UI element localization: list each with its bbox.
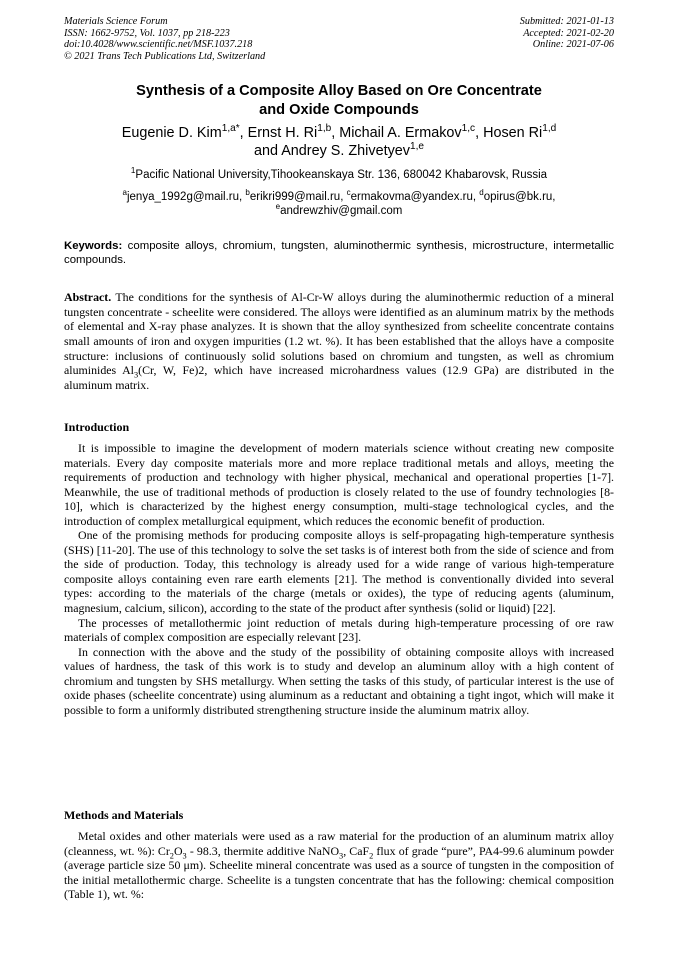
journal-copyright: © 2021 Trans Tech Publications Ltd, Switzerland bbox=[64, 50, 266, 62]
author-separator: , bbox=[239, 125, 248, 141]
email-marker: d bbox=[479, 188, 484, 198]
email-line-2 bbox=[64, 204, 614, 218]
paragraph: In connection with the above and the study of the possibility of obtaining composite alloys with increased values of hardness, the task of this work is to study and develop an aluminum alloy with a high content of chromium and tungsten by SHS metallurgy. When setting the tasks of this study, of particular interest is the use of oxide phases (scheelite concentrate) using aluminum as a reductant and obtaining a tight ingot, which will make it possible to form a uniformly distributed strengthening structure inside the aluminum matrix alloy. bbox=[64, 644, 614, 717]
methods-text: flux of grade “pure”, PA4-99.6 aluminum powder (average particle size 50 μm). Scheelite mineral concentrate was used as a source of tungsten in the composition of the initial metallothermic charge. Scheelite is a tungsten concentrate that has the following: chemical composition (Table 1), wt. %: bbox=[64, 843, 614, 902]
email-marker: e bbox=[275, 202, 281, 212]
methods-text: - 98.3, thermite additive NaNO bbox=[186, 843, 340, 858]
methods-body bbox=[64, 829, 614, 902]
author-separator: , bbox=[331, 125, 340, 141]
introduction-body bbox=[64, 441, 614, 717]
author-separator: , bbox=[475, 125, 484, 141]
author-affiliation-marker: 1,e bbox=[409, 140, 424, 152]
paragraph: It is impossible to imagine the development of modern materials science without creating new composite materials. Every day composite materials more and more replace traditional metals and alloys, meeting the requirements of production and technology with higher physical, mechanical and operational properties [1-7]. Meanwhile, the use of traditional methods of production is closely related to the use of foundry technologies [8-10], which is characterized by the highest energy consumption, multi-stage technological cycles, and the introduction of complex metallurgical equipment, which reduces the economic benefit of production. bbox=[64, 441, 614, 528]
article-dates bbox=[520, 16, 614, 51]
journal-doi[interactable]: doi:10.4028/www.scientific.net/MSF.1037.218 bbox=[64, 39, 253, 51]
author-name: Ernst H. Ri bbox=[247, 125, 318, 141]
paper-title-line2: and Oxide Compounds bbox=[259, 101, 419, 118]
journal-name: Materials Science Forum bbox=[64, 16, 168, 27]
email-link[interactable]: andrewzhiv@gmail.com bbox=[280, 205, 403, 217]
subscript: 2 bbox=[369, 850, 374, 860]
author-line-1 bbox=[64, 125, 614, 143]
paper-title-line1: Synthesis of a Composite Alloy Based on Ore Concentrate bbox=[136, 83, 542, 99]
email-marker: c bbox=[346, 188, 351, 198]
email-link[interactable]: opirus@bk.ru, bbox=[483, 191, 556, 203]
email-line-1 bbox=[64, 190, 614, 204]
paragraph bbox=[64, 829, 614, 902]
author-name: Hosen Ri bbox=[483, 125, 543, 141]
journal-header bbox=[64, 16, 265, 62]
paragraph: The processes of metallothermic joint reduction of metals during high-temperature processing of ore raw materials of complex composition are especially relevant [23]. bbox=[64, 615, 614, 645]
author-conjunction: and bbox=[253, 142, 282, 159]
abstract-label: Abstract. bbox=[64, 290, 112, 304]
author-list bbox=[64, 125, 614, 160]
journal-issn: ISSN: 1662-9752, Vol. 1037, pp 218-223 bbox=[64, 27, 230, 39]
author-affiliation-marker: 1,a* bbox=[221, 123, 240, 135]
affiliation bbox=[64, 168, 614, 182]
email-link[interactable]: erikri999@mail.ru, bbox=[249, 191, 347, 203]
methods-text: Metal oxides and other materials were used as a raw material for the production of an aluminum matrix alloy (cleanness, wt. %): Cr bbox=[64, 829, 614, 858]
affiliation-text: Pacific National University,Tihookeanskaya Str. 136, 680042 Khabarovsk, Russia bbox=[135, 169, 548, 181]
keywords-label: Keywords: bbox=[64, 240, 123, 252]
email-marker: b bbox=[245, 188, 250, 198]
email-link[interactable]: ermakovma@yandex.ru, bbox=[350, 191, 480, 203]
online-date: Online: 2021-07-06 bbox=[532, 39, 614, 51]
subscript: 2 bbox=[169, 850, 174, 860]
abstract-text-end: (Cr, W, Fe)2, which have increased microhardness values (12.9 GPa) are distributed in the aluminum matrix. bbox=[64, 363, 614, 392]
paper-title bbox=[64, 82, 614, 119]
author-line-2 bbox=[64, 140, 614, 161]
keywords bbox=[64, 239, 614, 267]
submitted-date: Submitted: 2021-01-13 bbox=[519, 16, 614, 27]
methods-text: O bbox=[173, 843, 183, 858]
author-name: Eugenie D. Kim bbox=[121, 125, 222, 141]
author-affiliation-marker: 1,c bbox=[461, 123, 476, 135]
keywords-text: composite alloys, chromium, tungsten, aluminothermic synthesis, microstructure, intermetallic compounds. bbox=[64, 240, 614, 267]
subscript: 3 bbox=[182, 850, 187, 860]
email-marker: a bbox=[122, 188, 127, 198]
abstract bbox=[64, 290, 614, 393]
subscript: 3 bbox=[339, 850, 344, 860]
abstract-subscript: 3 bbox=[133, 370, 139, 380]
author-name: Andrey S. Zhivetyev bbox=[281, 142, 410, 159]
author-affiliation-marker: 1,b bbox=[317, 123, 332, 135]
section-heading-methods: Methods and Materials bbox=[64, 808, 184, 822]
abstract-text: The conditions for the synthesis of Al-Cr-W alloys during the aluminothermic reduction of a mineral tungsten concentrate - scheelite were considered. The alloys were identified as an aluminum matrix by the methods of elemental and X-ray phase analyzes. It is shown that the alloy synthesized from scheelite concentrate contains small amounts of iron and oxygen impurities (1.2 wt. %). It has been established that the alloys have a composite structure: inclusions of continuously solid solutions based on chromium and tungsten, as well as chromium aluminides Al bbox=[64, 290, 614, 378]
accepted-date: Accepted: 2021-02-20 bbox=[523, 27, 614, 39]
paragraph: One of the promising methods for producing composite alloys is self-propagating high-temperature synthesis (SHS) [11-20]. The use of this technology to solve the set tasks is of interest both from the side of science and from the side of production. Today, this technology is already used for a wide range of various high-temperature composite alloys containing even rare earth elements [21]. The method is conventionally divided into several types: according to the materials of the charge (metals or oxides), the type of reducing agents (aluminum, magnesium, calcium, silicon), according to the state of the product after synthesis (solid or liquid) [22]. bbox=[64, 528, 614, 616]
author-emails bbox=[64, 190, 614, 218]
author-name: Michail A. Ermakov bbox=[339, 125, 462, 141]
affiliation-marker: 1 bbox=[130, 166, 136, 176]
methods-text: , CaF bbox=[343, 843, 370, 858]
section-heading-introduction: Introduction bbox=[64, 420, 130, 434]
author-affiliation-marker: 1,d bbox=[542, 123, 557, 135]
email-link[interactable]: jenya_1992g@mail.ru, bbox=[126, 191, 246, 203]
